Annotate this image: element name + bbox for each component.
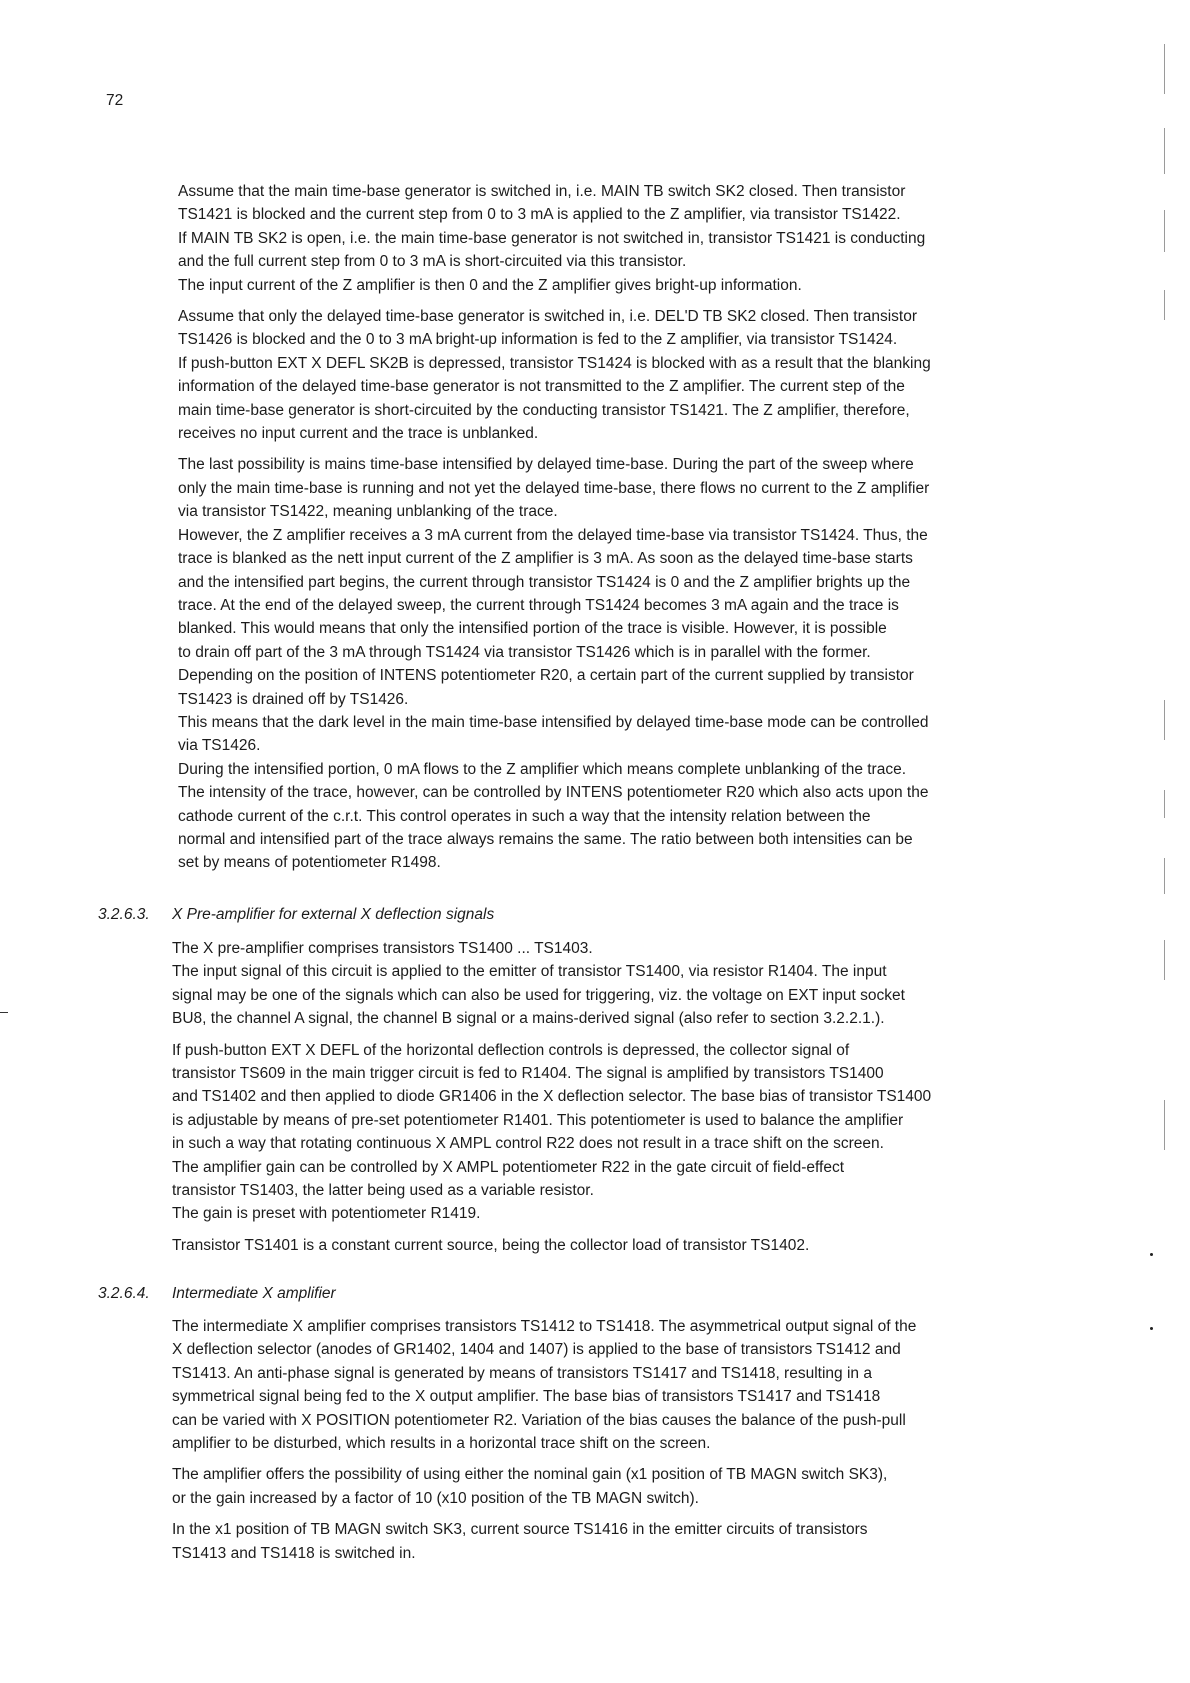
section-heading-3264	[98, 1285, 336, 1303]
text-line: However, the Z amplifier receives a 3 mA current from the delayed time-base via transistor TS1424. Thus, the	[178, 526, 928, 544]
text-line: TS1413. An anti-phase signal is generated by means of transistors TS1417 and TS1418, resulting in a	[172, 1364, 872, 1382]
text-line: If MAIN TB SK2 is open, i.e. the main time-base generator is not switched in, transistor TS1421 is conducting	[178, 229, 926, 247]
text-line: is adjustable by means of pre-set potentiometer R1401. This potentiometer is used to balance the amplifier	[172, 1111, 904, 1129]
text-line: Depending on the position of INTENS potentiometer R20, a certain part of the current supplied by transistor	[178, 667, 914, 685]
text-line: main time-base generator is short-circuited by the conducting transistor TS1421. The Z amplifier, therefore,	[178, 401, 910, 419]
scan-dot	[1150, 1327, 1153, 1330]
intermediate-x-amp-text	[172, 1315, 916, 1573]
text-line: only the main time-base is running and not yet the delayed time-base, there flows no current to the Z amplifier	[178, 479, 930, 497]
text-line: normal and intensified part of the trace always remains the same. The ratio between both intensities can be	[178, 830, 913, 848]
section-heading-3263	[98, 906, 494, 924]
x-preamp-text	[172, 937, 931, 1265]
scan-mark	[1164, 1100, 1165, 1150]
text-line: TS1413 and TS1418 is switched in.	[172, 1544, 416, 1562]
paragraph-intensified	[178, 453, 931, 874]
text-line: During the intensified portion, 0 mA flows to the Z amplifier which means complete unblanking of the trace.	[178, 760, 907, 778]
text-line: The input signal of this circuit is applied to the emitter of transistor TS1400, via resistor R1404. The input	[172, 963, 887, 981]
text-line: TS1421 is blocked and the current step from 0 to 3 mA is applied to the Z amplifier, via transistor TS1422.	[178, 206, 901, 224]
text-line: This means that the dark level in the main time-base intensified by delayed time-base mode can be controlled	[178, 713, 929, 731]
paragraph-intermediate-x-gain	[172, 1463, 916, 1510]
scan-mark	[1164, 210, 1165, 252]
scan-mark	[1164, 290, 1165, 320]
text-line: set by means of potentiometer R1498.	[178, 854, 441, 872]
text-line: TS1426 is blocked and the 0 to 3 mA bright-up information is fed to the Z amplifier, via transistor TS1424.	[178, 331, 898, 349]
text-line: receives no input current and the trace is unblanked.	[178, 425, 539, 443]
text-line: If push-button EXT X DEFL of the horizontal deflection controls is depressed, the collector signal of	[172, 1041, 850, 1059]
text-line: via TS1426.	[178, 737, 261, 755]
text-line: The amplifier gain can be controlled by X AMPL potentiometer R22 in the gate circuit of field-effect	[172, 1158, 845, 1176]
text-line: cathode current of the c.r.t. This control operates in such a way that the intensity relation between the	[178, 807, 871, 825]
text-line: If push-button EXT X DEFL SK2B is depressed, transistor TS1424 is blocked with as a result that the blanking	[178, 354, 931, 372]
text-line: X deflection selector (anodes of GR1402, 1404 and 1407) is applied to the base of transistors TS1412 and	[172, 1341, 901, 1359]
section-title: Intermediate X amplifier	[172, 1285, 336, 1302]
text-line: symmetrical signal being fed to the X output amplifier. The base bias of transistors TS1417 and TS1418	[172, 1388, 881, 1406]
text-line: blanked. This would means that only the intensified portion of the trace is visible. However, it is possible	[178, 620, 887, 638]
paragraph-x-preamp-current-source	[172, 1234, 931, 1257]
scan-mark	[1164, 700, 1165, 740]
text-line: or the gain increased by a factor of 10 (x10 position of the TB MAGN switch).	[172, 1489, 699, 1507]
scan-mark	[1164, 858, 1165, 894]
paragraph-delayed-tb	[178, 305, 931, 445]
text-line: The intensity of the trace, however, can be controlled by INTENS potentiometer R20 which also acts upon the	[178, 784, 929, 802]
paragraph-x-preamp-ext	[172, 1039, 931, 1226]
text-line: trace. At the end of the delayed sweep, the current through TS1424 becomes 3 mA again and the trace is	[178, 596, 899, 614]
text-line: in such a way that rotating continuous X AMPL control R22 does not result in a trace shift on the screen.	[172, 1135, 884, 1153]
text-line: signal may be one of the signals which can also be used for triggering, viz. the voltage on EXT input socket	[172, 986, 905, 1004]
paragraph-x-preamp-intro	[172, 937, 931, 1031]
scan-mark	[1164, 790, 1165, 818]
section-title: X Pre-amplifier for external X deflection signals	[172, 906, 495, 923]
section-number: 3.2.6.4.	[98, 1285, 150, 1302]
text-line: amplifier to be disturbed, which results in a horizontal trace shift on the screen.	[172, 1435, 711, 1453]
text-line: to drain off part of the 3 mA through TS1424 via transistor TS1426 which is in parallel with the former.	[178, 643, 871, 661]
margin-dash	[0, 1012, 8, 1013]
scan-mark	[1164, 940, 1165, 980]
paragraph-main-tb	[178, 180, 931, 297]
scan-mark	[1164, 128, 1165, 174]
text-line: The gain is preset with potentiometer R1419.	[172, 1205, 481, 1223]
text-line: via transistor TS1422, meaning unblanking of the trace.	[178, 503, 558, 521]
scan-mark	[1164, 44, 1165, 94]
page-number: 72	[106, 92, 124, 109]
text-line: In the x1 position of TB MAGN switch SK3, current source TS1416 in the emitter circuits of transistors	[172, 1521, 868, 1539]
z-amplifier-text	[178, 180, 931, 883]
text-line: can be varied with X POSITION potentiometer R2. Variation of the bias causes the balance of the push-pull	[172, 1411, 906, 1429]
text-line: Assume that the main time-base generator is switched in, i.e. MAIN TB switch SK2 closed. Then transistor	[178, 183, 906, 200]
text-line: The intermediate X amplifier comprises transistors TS1412 to TS1418. The asymmetrical output signal of the	[172, 1318, 917, 1335]
text-line: The X pre-amplifier comprises transistors TS1400 ... TS1403.	[172, 940, 593, 957]
text-line: transistor TS1403, the latter being used as a variable resistor.	[172, 1182, 594, 1200]
text-line: The input current of the Z amplifier is then 0 and the Z amplifier gives bright-up information.	[178, 276, 802, 294]
paragraph-intermediate-x-x1	[172, 1518, 916, 1565]
section-number: 3.2.6.3.	[98, 906, 150, 923]
scan-dot	[1150, 1253, 1153, 1256]
text-line: and the full current step from 0 to 3 mA is short-circuited via this transistor.	[178, 253, 687, 271]
text-line: transistor TS609 in the main trigger circuit is fed to R1404. The signal is amplified by transistors TS1400	[172, 1065, 884, 1083]
paragraph-intermediate-x-intro	[172, 1315, 916, 1455]
text-line: The last possibility is mains time-base intensified by delayed time-base. During the part of the sweep where	[178, 456, 914, 474]
text-line: information of the delayed time-base generator is not transmitted to the Z amplifier. The current step of the	[178, 378, 905, 396]
text-line: Assume that only the delayed time-base generator is switched in, i.e. DEL'D TB SK2 closed. Then transistor	[178, 308, 918, 326]
text-line: trace is blanked as the nett input current of the Z amplifier is 3 mA. As soon as the delayed time-base starts	[178, 550, 913, 568]
text-line: and the intensified part begins, the current through transistor TS1424 is 0 and the Z amplifier brights up the	[178, 573, 911, 591]
text-line: The amplifier offers the possibility of using either the nominal gain (x1 position of TB MAGN switch SK3),	[172, 1466, 888, 1484]
text-line: Transistor TS1401 is a constant current source, being the collector load of transistor TS1402.	[172, 1236, 810, 1254]
text-line: TS1423 is drained off by TS1426.	[178, 690, 409, 708]
text-line: and TS1402 and then applied to diode GR1406 in the X deflection selector. The base bias of transistor TS1400	[172, 1088, 932, 1106]
text-line: BU8, the channel A signal, the channel B signal or a mains-derived signal (also refer to section 3.2.2.1.).	[172, 1010, 885, 1028]
